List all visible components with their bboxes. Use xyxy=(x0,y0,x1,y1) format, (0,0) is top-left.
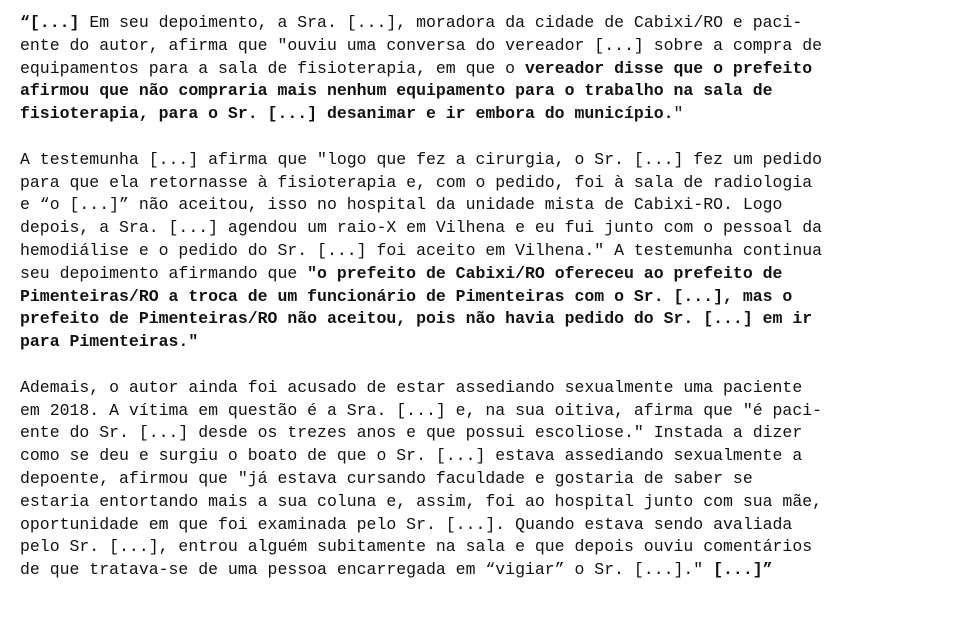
text-line xyxy=(20,80,945,103)
body-text: A testemunha [...] afirma que "logo que fez a cirurgia, o Sr. [...] fez um pedido xyxy=(20,149,823,169)
document-body xyxy=(20,12,945,605)
bold-quote-text: para Pimenteiras." xyxy=(20,332,199,352)
body-text: Em seu depoimento, a Sra. [...], moradora da cidade de Cabixi/RO e paci- xyxy=(79,13,803,32)
bold-quote-text: prefeito de Pimenteiras/RO não aceitou, pois não havia pedido do Sr. [...] em ir xyxy=(20,309,813,329)
text-line xyxy=(20,263,945,286)
paragraph xyxy=(20,377,945,582)
text-line xyxy=(20,468,945,491)
text-line xyxy=(20,240,945,263)
body-text: Ademais, o autor ainda foi acusado de estar assediando sexualmente uma paciente xyxy=(20,377,803,397)
bold-quote-text: vereador disse que o prefeito xyxy=(524,58,813,78)
bold-quote-text: afirmou que não compraria mais nenhum equipamento para o trabalho na sala de xyxy=(20,81,773,101)
text-line xyxy=(20,12,945,35)
text-line xyxy=(20,35,945,58)
bold-quote-text: "o prefeito de Cabixi/RO ofereceu ao prefeito de xyxy=(307,263,783,283)
body-text: de que tratava-se de uma pessoa encarregada em “vigiar” o Sr. [...]." xyxy=(20,560,714,580)
body-text: equipamentos para a sala de fisioterapia, em que o xyxy=(20,58,525,78)
text-line xyxy=(20,103,945,126)
text-line xyxy=(20,559,945,582)
body-text: oportunidade em que foi examinada pelo Sr. [...]. Quando estava sendo avaliada xyxy=(20,514,793,534)
text-line xyxy=(20,194,945,217)
text-line xyxy=(20,286,945,309)
paragraph xyxy=(20,149,945,354)
text-line xyxy=(20,491,945,514)
text-line xyxy=(20,445,945,468)
body-text: como se deu e surgiu o boato de que o Sr. [...] estava assediando sexualmente a xyxy=(20,446,803,466)
text-line xyxy=(20,536,945,559)
text-line xyxy=(20,422,945,445)
body-text: ente do autor, afirma que "ouviu uma conversa do vereador [...] sobre a compra de xyxy=(20,35,823,55)
body-text: em 2018. A vítima em questão é a Sra. [...] e, na sua oitiva, afirma que "é paci- xyxy=(20,400,823,420)
body-text: pelo Sr. [...], entrou alguém subitamente na sala e que depois ouviu comentários xyxy=(20,537,813,557)
body-text: para que ela retornasse à fisioterapia e, com o pedido, foi à sala de radiologia xyxy=(20,172,813,192)
body-text: depoente, afirmou que "já estava cursando faculdade e gostaria de saber se xyxy=(20,468,753,488)
body-text: e “o [...]” não aceitou, isso no hospital da unidade mista de Cabixi-RO. Logo xyxy=(20,195,783,215)
body-text: seu depoimento afirmando que xyxy=(20,263,308,283)
bold-quote-text: fisioterapia, para o Sr. [...] desanimar e ir embora do município. xyxy=(20,104,674,124)
paragraph xyxy=(20,12,945,126)
text-line xyxy=(20,514,945,537)
body-text: depois, a Sra. [...] agendou um raio-X em Vilhena e eu fui junto com o pessoal da xyxy=(20,218,823,238)
text-line xyxy=(20,172,945,195)
bold-quote-text: “[...] xyxy=(20,13,80,32)
text-line xyxy=(20,308,945,331)
text-line xyxy=(20,331,945,354)
text-line xyxy=(20,217,945,240)
text-line xyxy=(20,149,945,172)
body-text: hemodiálise e o pedido do Sr. [...] foi aceito em Vilhena." A testemunha continua xyxy=(20,240,823,260)
text-line xyxy=(20,400,945,423)
bold-quote-text: Pimenteiras/RO a troca de um funcionário de Pimenteiras com o Sr. [...], mas o xyxy=(20,286,793,306)
body-text: " xyxy=(673,104,684,124)
text-line xyxy=(20,58,945,81)
body-text: ente do Sr. [...] desde os trezes anos e que possui escoliose." Instada a dizer xyxy=(20,423,803,443)
text-line xyxy=(20,377,945,400)
bold-quote-text: [...]” xyxy=(713,560,773,580)
body-text: estaria entortando mais a sua coluna e, assim, foi ao hospital junto com sua mãe, xyxy=(20,491,823,511)
